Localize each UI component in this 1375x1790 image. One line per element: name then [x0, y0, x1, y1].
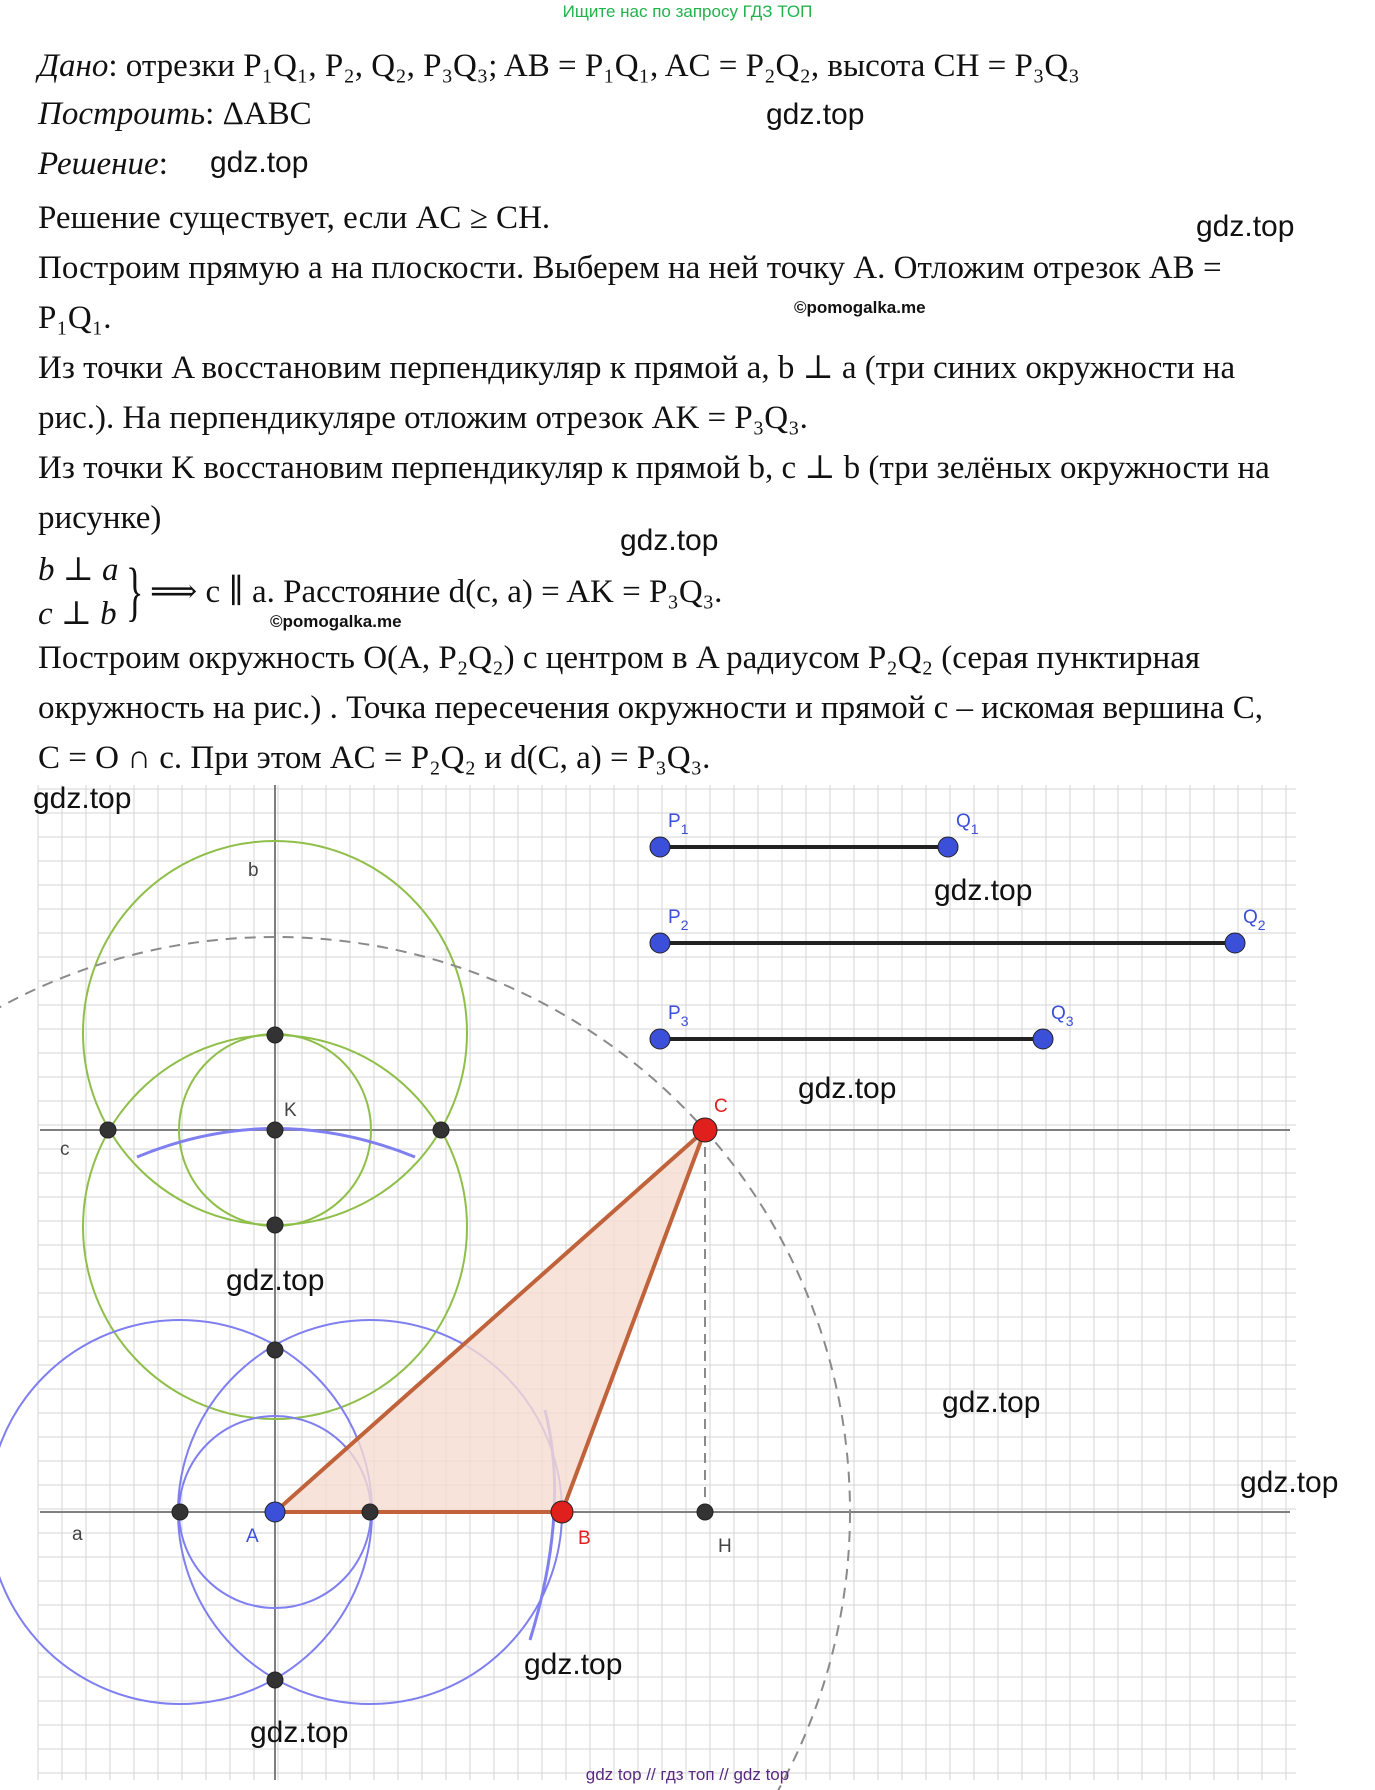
construct-text: : ΔABC [205, 96, 312, 132]
label-h: H [718, 1536, 732, 1557]
point-c [693, 1118, 717, 1142]
point-a-right [362, 1504, 378, 1520]
watermark-5: gdz.top [33, 782, 132, 815]
watermark-7: gdz.top [798, 1072, 897, 1105]
watermark-6: gdz.top [934, 874, 1033, 907]
paragraph-4a: Из точки K восстановим перпендикуляр к прямой b, c ⊥ b (три зелёных окружности на [38, 450, 1270, 486]
watermark-11: gdz.top [524, 1648, 623, 1681]
point-q2 [1225, 933, 1245, 953]
label-p2: $P_2$ [668, 907, 689, 933]
label-point-a: A [246, 1526, 259, 1547]
paragraph-5b: окружность на рис.) . Точка пересечения окружности и прямой c – искомая вершина C, [38, 690, 1263, 726]
bottom-banner: gdz top // гдз топ // gdz top [585, 1765, 790, 1784]
label-q2: $Q_2$ [1243, 907, 1266, 933]
brace-conclusion: ⟹ c ∥ a. Расстояние d(c, a) = AK = P₃Q₃. [150, 574, 723, 610]
watermark-2: gdz.top [210, 146, 309, 179]
label-p1: $P_1$ [668, 811, 689, 837]
label-a: a [72, 1524, 83, 1545]
watermark-4: gdz.top [620, 524, 719, 557]
watermark-9: gdz.top [942, 1386, 1041, 1419]
point-c-left [100, 1122, 116, 1138]
point-a [265, 1502, 285, 1522]
point-a-left [172, 1504, 188, 1520]
label-p3: $P_3$ [668, 1003, 689, 1029]
paragraph-1: Решение существует, если AC ≥ CH. [38, 200, 551, 236]
pomogalka-watermark-1: ©pomogalka.me [794, 298, 926, 317]
point-q3 [1033, 1029, 1053, 1049]
triangle-abc [275, 1130, 705, 1512]
point-b-lower [267, 1342, 283, 1358]
label-b: b [248, 860, 259, 881]
watermark-3: gdz.top [1196, 210, 1295, 243]
label-c: c [60, 1139, 70, 1160]
watermark-12: gdz.top [250, 1716, 349, 1749]
label-point-c: C [714, 1096, 728, 1117]
paragraph-5a: Построим окружность O(A, P₂Q₂) с центром в A радиусом P₂Q₂ (серая пунктирная [38, 640, 1201, 676]
paragraph-3b: рис.). На перпендикуляре отложим отрезок AK = P₃Q₃. [38, 400, 808, 436]
point-q1 [938, 837, 958, 857]
watermark-8: gdz.top [226, 1264, 325, 1297]
brace-row-1: b ⊥ a [38, 552, 119, 588]
given-text: : отрезки P₁Q₁, P₂, Q₂, P₃Q₃; AB = P₁Q₁, AC = P₂Q₂, высота CH = P₃Q₃ [108, 48, 1080, 84]
point-b-top [267, 1027, 283, 1043]
label-q1: $Q_1$ [956, 811, 979, 837]
paragraph-4b: рисунке) [38, 500, 162, 536]
top-banner: Ищите нас по запросу ГДЗ ТОП [562, 2, 813, 21]
watermark-10: gdz.top [1240, 1466, 1339, 1499]
point-p1 [650, 837, 670, 857]
paragraph-5c: C = O ∩ c. При этом AC = P₂Q₂ и d(C, a) = P₃Q₃. [38, 740, 711, 776]
brace-row-2: c ⊥ b [38, 596, 117, 632]
pomogalka-watermark-2: ©pomogalka.me [270, 612, 402, 631]
watermark-1: gdz.top [766, 98, 865, 131]
label-k: K [284, 1100, 297, 1121]
point-k [267, 1122, 283, 1138]
point-p3 [650, 1029, 670, 1049]
point-p2 [650, 933, 670, 953]
paragraph-2b: P₁Q₁. [38, 300, 112, 336]
curly-brace: } [126, 555, 144, 628]
label-q3: $Q_3$ [1051, 1003, 1074, 1029]
point-b-mid [267, 1217, 283, 1233]
paragraph-3a: Из точки A восстановим перпендикуляр к прямой a, b ⊥ a (три синих окружности на [38, 350, 1236, 386]
dashed-circle-o [0, 937, 850, 1790]
solution-text: : [158, 146, 168, 182]
label-point-b: B [578, 1528, 591, 1549]
point-h [697, 1504, 713, 1520]
solution-label: Решение [38, 146, 159, 182]
paragraph-2a: Построим прямую a на плоскости. Выберем на ней точку A. Отложим отрезок AB = [38, 250, 1222, 286]
point-b-bottom [267, 1672, 283, 1688]
point-b [551, 1501, 573, 1523]
construct-label: Построить [38, 96, 206, 132]
point-c-right [433, 1122, 449, 1138]
given-label: Дано [38, 48, 109, 84]
